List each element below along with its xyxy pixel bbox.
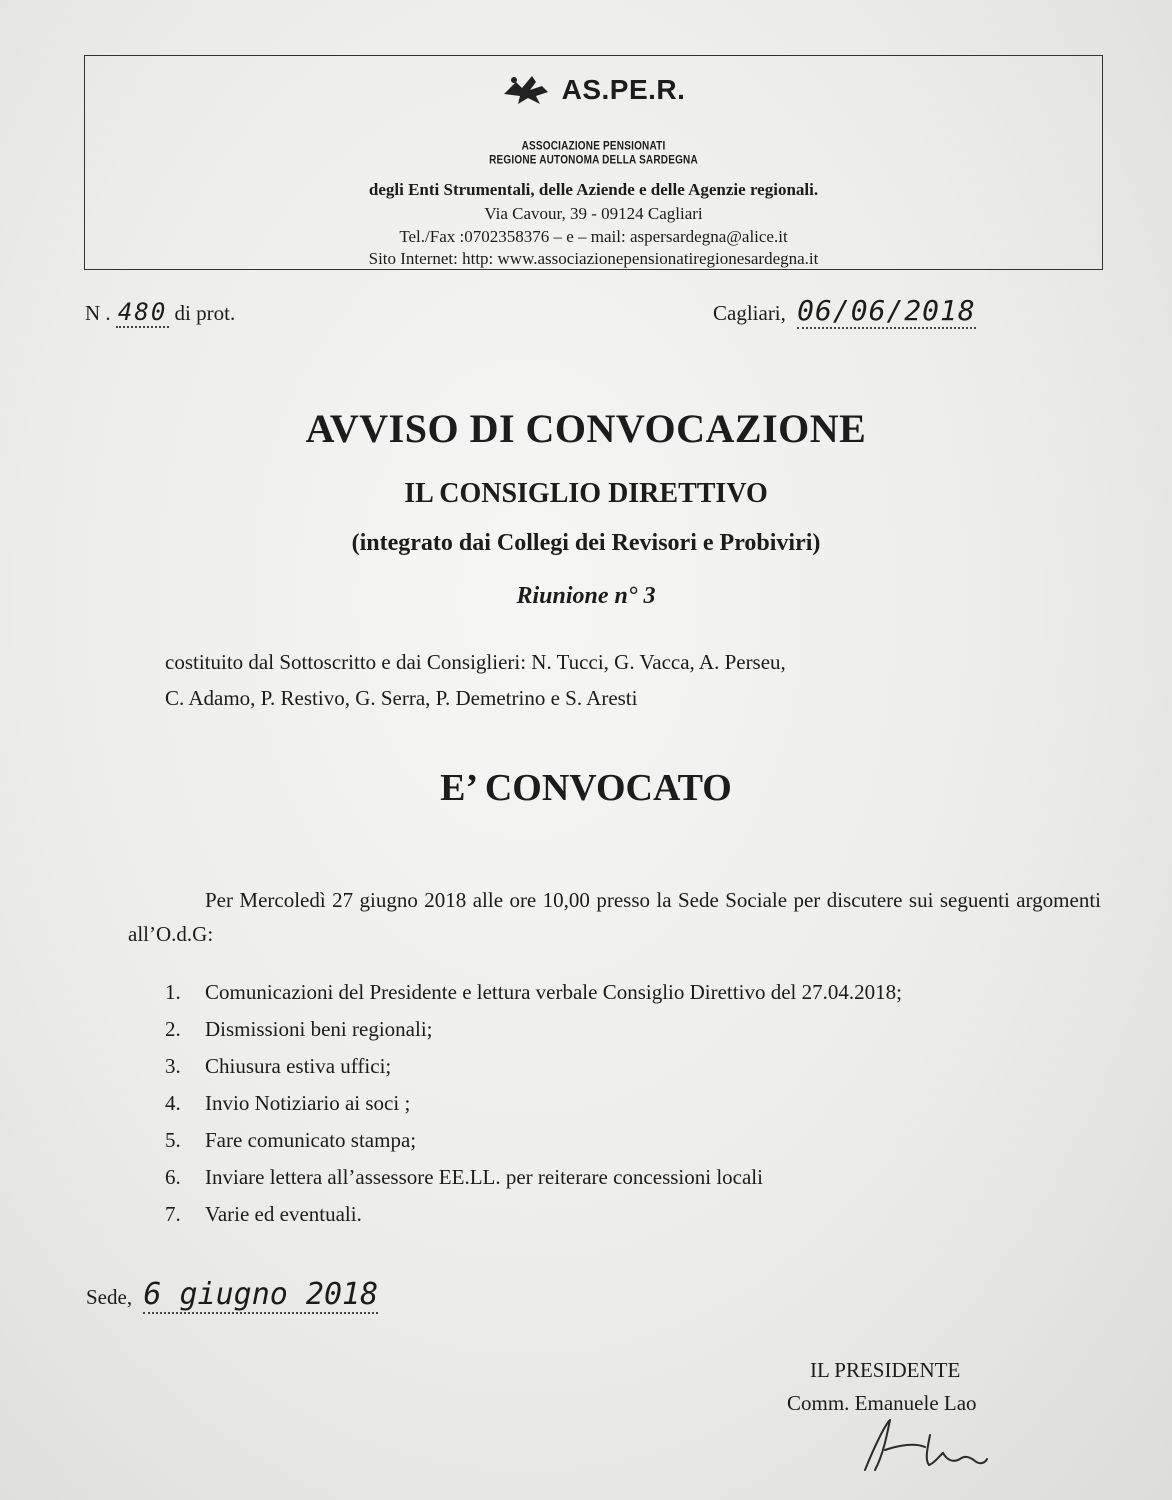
header-contact-line: Tel./Fax :0702358376 – e – mail: aspersardegna@alice.it <box>399 227 788 246</box>
members-line-2: C. Adamo, P. Restivo, G. Serra, P. Demetrino e S. Aresti <box>165 686 638 710</box>
bird-logo-icon <box>502 72 550 108</box>
sede-label: Sede, <box>86 1285 133 1309</box>
letterhead-box <box>84 55 1103 270</box>
sede-line <box>86 1277 378 1312</box>
president-signature <box>845 1415 995 1475</box>
agenda-item: 4. Invio Notiziario ai soci ; <box>165 1091 411 1115</box>
protocol-line <box>85 298 235 326</box>
logo-row <box>85 72 1102 108</box>
protocol-prefix: N . <box>85 301 111 325</box>
protocol-suffix: di prot. <box>174 301 236 325</box>
date-line <box>713 294 976 327</box>
president-title: IL PRESIDENTE <box>810 1358 961 1382</box>
agenda-item: 7. Varie ed eventuali. <box>165 1202 362 1226</box>
date-city: Cagliari, <box>713 301 786 325</box>
association-name-line2: REGIONE AUTONOMA DELLA SARDEGNA <box>489 153 698 168</box>
sede-handwritten-date: 6 giugno 2018 <box>143 1277 379 1312</box>
agenda-item: 1. Comunicazioni del Presidente e lettura verbale Consiglio Direttivo del 27.04.2018; <box>165 980 902 1004</box>
agenda-item: 5. Fare comunicato stampa; <box>165 1128 417 1152</box>
header-website-line: Sito Internet: http: www.associazionepensionatiregionesardegna.it <box>368 249 819 268</box>
convocato-heading: E’ CONVOCATO <box>440 767 732 809</box>
document-subtitle: IL CONSIGLIO DIRETTIVO <box>404 478 768 509</box>
agenda-item: 6. Inviare lettera all’assessore EE.LL. per reiterare concessioni locali <box>165 1165 763 1189</box>
agenda-item: 2. Dismissioni beni regionali; <box>165 1017 433 1041</box>
agenda-item: 3. Chiusura estiva uffici; <box>165 1054 392 1078</box>
meeting-paragraph: Per Mercoledì 27 giugno 2018 alle ore 10,00 presso la Sede Sociale per discutere sui seguenti argomenti all’O.d.G: <box>128 888 1101 946</box>
document-subtitle-note: (integrato dai Collegi dei Revisori e Probiviri) <box>351 530 821 556</box>
association-name-line1: ASSOCIAZIONE PENSIONATI <box>521 139 666 154</box>
brand-name: AS.PE.R. <box>561 74 686 105</box>
meeting-number: Riunione n° 3 <box>516 583 656 609</box>
protocol-number: 480 <box>117 298 168 326</box>
header-address-line: Via Cavour, 39 - 09124 Cagliari <box>484 204 703 223</box>
document-title: AVVISO DI CONVOCAZIONE <box>305 406 867 451</box>
date-value: 06/06/2018 <box>797 294 976 327</box>
header-entities-line: degli Enti Strumentali, delle Aziende e delle Agenzie regionali. <box>368 180 819 199</box>
president-name: Comm. Emanuele Lao <box>787 1391 977 1415</box>
members-line-1: costituito dal Sottoscritto e dai Consiglieri: N. Tucci, G. Vacca, A. Perseu, <box>165 650 786 674</box>
